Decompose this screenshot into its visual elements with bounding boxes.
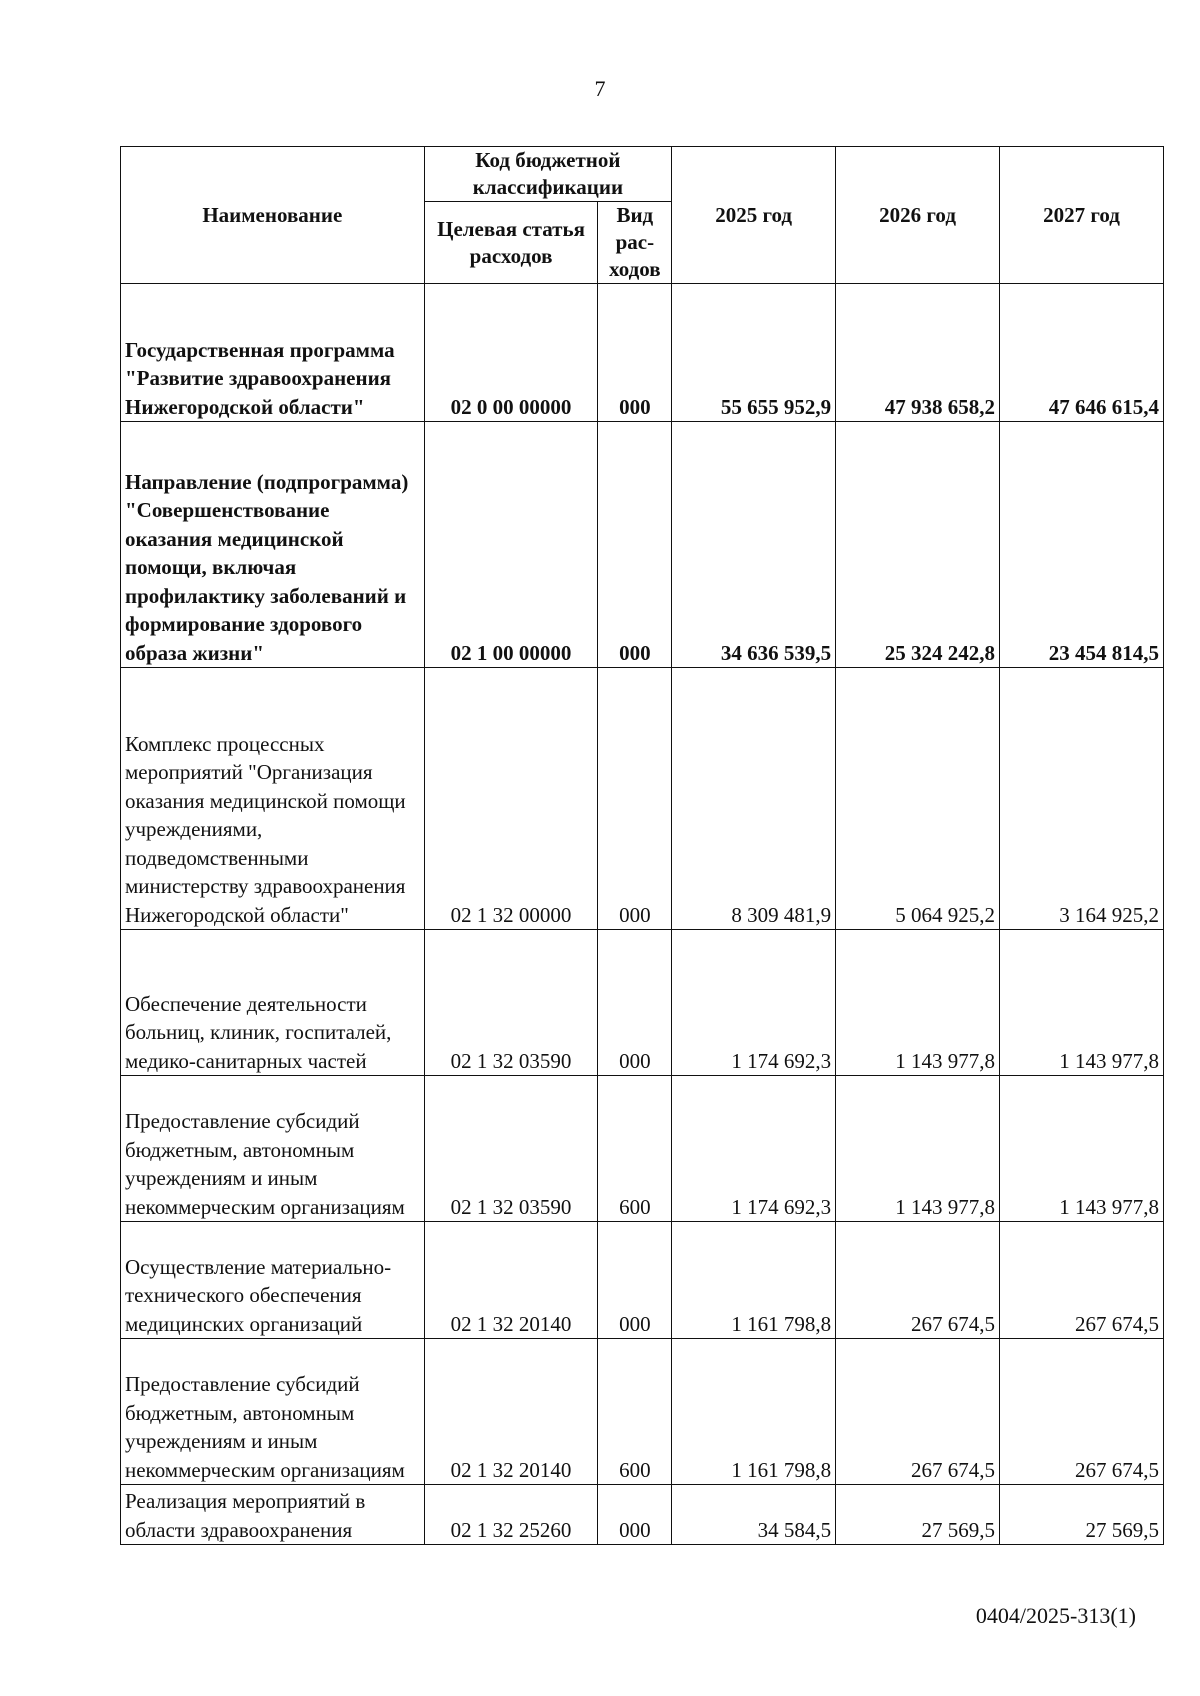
- document-id: 0404/2025-313(1): [975, 1603, 1136, 1628]
- row-name: Предоставление субсидий бюджетным, автономным учреждениям и иным некоммерческим организациям: [121, 1076, 425, 1222]
- row-2025: 55 655 952,9: [672, 284, 836, 422]
- row-2026: 5 064 925,2: [836, 668, 1000, 930]
- row-name: Государственная программа "Развитие здравоохранения Нижегородской области": [121, 284, 425, 422]
- row-expense-type: 000: [598, 930, 672, 1076]
- row-2027: 1 143 977,8: [1000, 930, 1164, 1076]
- header-kbk: Код бюджетной классификации: [424, 147, 672, 202]
- row-expense-type: 000: [598, 1485, 672, 1545]
- row-2025: 34 584,5: [672, 1485, 836, 1545]
- row-expense-type: 000: [598, 422, 672, 668]
- page-number: 7: [594, 76, 606, 101]
- row-2025: 1 174 692,3: [672, 930, 836, 1076]
- table-row: [121, 1222, 1164, 1339]
- row-2027: 23 454 814,5: [1000, 422, 1164, 668]
- header-expense-type: Вид рас-ходов: [598, 202, 672, 284]
- budget-table: [120, 146, 1164, 1545]
- row-2026: 27 569,5: [836, 1485, 1000, 1545]
- row-2026: 267 674,5: [836, 1222, 1000, 1339]
- row-expense-type: 600: [598, 1339, 672, 1485]
- row-name: Комплекс процессных мероприятий "Организация оказания медицинской помощи учреждениями, подведомственными министерству здравоохранения Нижегородской области": [121, 668, 425, 930]
- table-row: [121, 1485, 1164, 1545]
- row-2027: 267 674,5: [1000, 1339, 1164, 1485]
- row-2027: 267 674,5: [1000, 1222, 1164, 1339]
- row-2027: 1 143 977,8: [1000, 1076, 1164, 1222]
- table-row: [121, 1076, 1164, 1222]
- table-row: [121, 1339, 1164, 1485]
- row-code: 02 1 32 25260: [424, 1485, 598, 1545]
- row-code: 02 1 32 20140: [424, 1222, 598, 1339]
- row-2026: 267 674,5: [836, 1339, 1000, 1485]
- row-2026: 47 938 658,2: [836, 284, 1000, 422]
- row-expense-type: 600: [598, 1076, 672, 1222]
- row-2026: 25 324 242,8: [836, 422, 1000, 668]
- header-2027: 2027 год: [1000, 147, 1164, 284]
- row-expense-type: 000: [598, 284, 672, 422]
- row-2025: 1 161 798,8: [672, 1222, 836, 1339]
- row-name: Направление (подпрограмма) "Совершенствование оказания медицинской помощи, включая профилактику заболеваний и формирование здорового образа жизни": [121, 422, 425, 668]
- row-code: 02 1 32 20140: [424, 1339, 598, 1485]
- row-code: 02 1 00 00000: [424, 422, 598, 668]
- row-name: Осуществление материально-технического обеспечения медицинских организаций: [121, 1222, 425, 1339]
- row-name: Реализация мероприятий в области здравоохранения: [121, 1485, 425, 1545]
- row-2027: 3 164 925,2: [1000, 668, 1164, 930]
- row-name: Обеспечение деятельности больниц, клиник, госпиталей, медико-санитарных частей: [121, 930, 425, 1076]
- row-code: 02 1 32 03590: [424, 1076, 598, 1222]
- row-expense-type: 000: [598, 668, 672, 930]
- row-2026: 1 143 977,8: [836, 930, 1000, 1076]
- row-name: Предоставление субсидий бюджетным, автономным учреждениям и иным некоммерческим организациям: [121, 1339, 425, 1485]
- table-row: [121, 930, 1164, 1076]
- row-code: 02 1 32 00000: [424, 668, 598, 930]
- row-code: 02 0 00 00000: [424, 284, 598, 422]
- row-2027: 47 646 615,4: [1000, 284, 1164, 422]
- table-row: [121, 668, 1164, 930]
- header-2026: 2026 год: [836, 147, 1000, 284]
- row-code: 02 1 32 03590: [424, 930, 598, 1076]
- table-row: [121, 284, 1164, 422]
- table-row: [121, 422, 1164, 668]
- row-expense-type: 000: [598, 1222, 672, 1339]
- row-2025: 34 636 539,5: [672, 422, 836, 668]
- row-2026: 1 143 977,8: [836, 1076, 1000, 1222]
- row-2025: 1 161 798,8: [672, 1339, 836, 1485]
- row-2025: 1 174 692,3: [672, 1076, 836, 1222]
- header-2025: 2025 год: [672, 147, 836, 284]
- row-2027: 27 569,5: [1000, 1485, 1164, 1545]
- header-target-article: Целевая статья расходов: [424, 202, 598, 284]
- row-2025: 8 309 481,9: [672, 668, 836, 930]
- header-name: Наименование: [121, 147, 425, 284]
